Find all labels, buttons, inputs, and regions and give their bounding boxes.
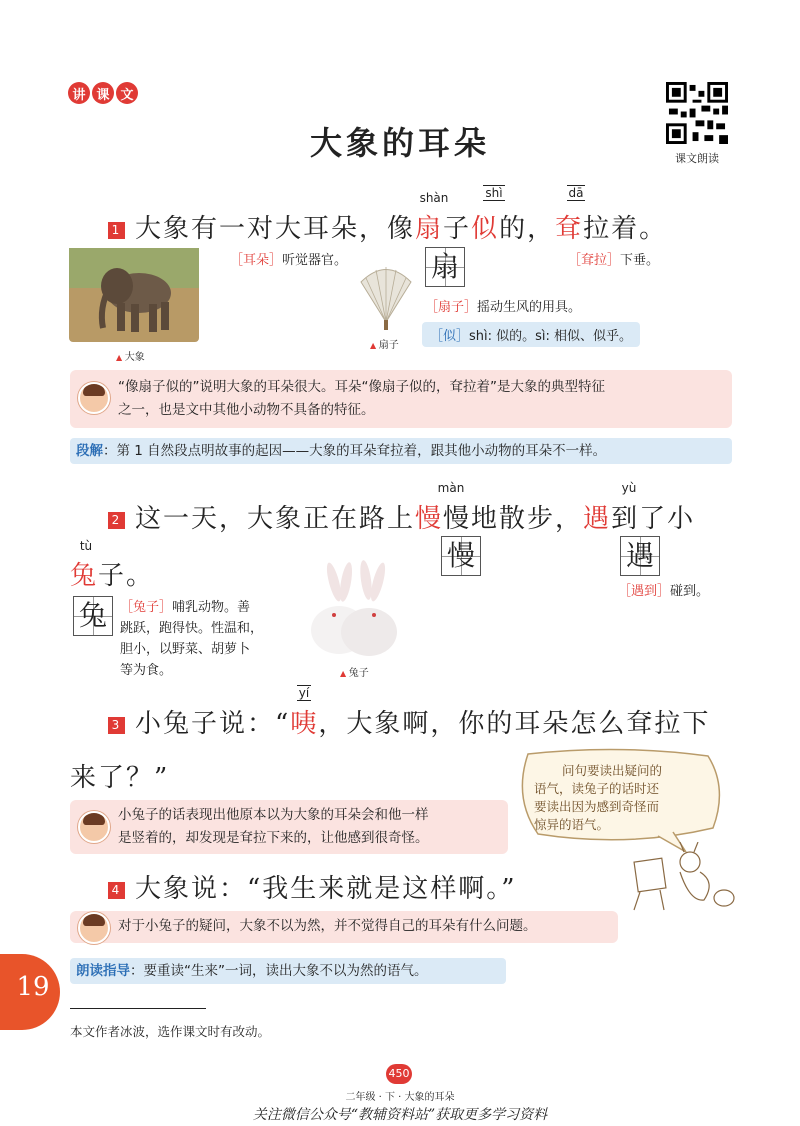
gloss-yudao: ［遇到］碰到。 — [618, 584, 710, 599]
page-circle: 450 — [386, 1064, 412, 1084]
teacher-avatar-icon — [78, 811, 110, 843]
gloss-si: ［似］shì: 似的。sì: 相似、似乎。 — [422, 322, 640, 347]
pinyin: dā — [568, 186, 584, 200]
footer-small: 二年级 · 下 · 大象的耳朵 — [345, 1092, 455, 1103]
pinyin: màn — [437, 481, 465, 495]
gloss-tuzi: ［兔子］哺乳动物。善 跳跃，跑得快。性温和， 胆小，以野菜、胡萝卜 等为食。 — [120, 600, 264, 678]
teacher-avatar-icon — [78, 382, 110, 414]
paragraph-2: 2 这一天，大象正在路上慢慢地散步，遇到了小 — [108, 498, 695, 535]
char-box-shan: 扇 — [425, 247, 465, 287]
sketch-illustration — [628, 842, 738, 912]
char-box-man: 慢 — [441, 536, 481, 576]
gloss-shanzi: ［扇子］摇动生风的用具。 — [425, 300, 582, 315]
paragraph-3: 3 小兔子说：“咦，大象啊，你的耳朵怎么耷拉下 — [108, 703, 710, 740]
note-line: 是竖着的，却发现是耷拉下来的，让他感到很奇怪。 — [118, 830, 429, 846]
pinyin: yí — [298, 686, 310, 700]
paragraph-4: 4 大象说：“我生来就是这样啊。” — [108, 868, 517, 905]
footnote: 本文作者冰波，选作课文时有改动。 — [70, 1024, 271, 1039]
teacher-avatar-icon — [78, 912, 110, 944]
rabbit-image — [294, 560, 406, 660]
pinyin: shì — [485, 186, 503, 200]
fan-caption: ▲ 扇子 — [370, 336, 399, 351]
note-line: 之一，也是文中其他小动物不具备的特征。 — [118, 402, 375, 418]
fan-image — [356, 262, 416, 330]
page-number: 19 — [16, 972, 50, 1002]
badge-char: 课 — [92, 82, 114, 104]
paragraph-3-line2: 来了？” — [70, 763, 170, 793]
footnote-divider — [70, 1008, 206, 1009]
page-title: 大象的耳朵 — [309, 124, 490, 162]
lesson-badge — [68, 82, 138, 104]
badge-char: 讲 — [68, 82, 90, 104]
paragraph-1: 1 大象有一对大耳朵，像扇子似的，耷拉着。 — [108, 208, 667, 245]
note-line: 对于小兔子的疑问，大象不以为然，并不觉得自己的耳朵有什么问题。 — [118, 918, 537, 934]
reading-guide: 朗读指导：要重读“生来”一词，读出大象不以为然的语气。 — [70, 958, 506, 984]
elephant-caption: ▲ 大象 — [116, 348, 145, 363]
char-box-yu: 遇 — [620, 536, 660, 576]
rabbit-caption: ▲ 兔子 — [340, 664, 369, 679]
pinyin: tù — [79, 539, 93, 553]
paragraph-summary: 段解：第 1 自然段点明故事的起因——大象的耳朵耷拉着，跟其他小动物的耳朵不一样。 — [70, 438, 732, 464]
badge-char: 文 — [116, 82, 138, 104]
pinyin: yù — [621, 481, 637, 495]
note-box-2 — [70, 800, 508, 854]
pinyin: shàn — [419, 191, 449, 205]
footer-text: 关注微信公众号“教辅资料站”获取更多学习资料 — [252, 1107, 548, 1123]
elephant-image — [69, 248, 199, 342]
gloss-dala: ［耷拉］下垂。 — [568, 253, 660, 268]
paragraph-2-line2: 兔子。 — [70, 561, 155, 591]
qr-code-icon[interactable] — [666, 82, 728, 144]
char-box-tu: 兔 — [73, 596, 113, 636]
qr-label: 课文朗读 — [675, 152, 719, 165]
gloss-erduo: ［耳朵］听觉器官。 — [230, 253, 348, 268]
bubble-text: 问句要读出疑问的 语气，读兔子的话时还 要读出因为感到奇怪而 惊异的语气。 — [534, 763, 663, 832]
note-box-3 — [70, 911, 618, 943]
note-line: 小兔子的话表现出他原本以为大象的耳朵会和他一样 — [118, 807, 429, 823]
note-line: “像扇子似的”说明大象的耳朵很大。耳朵“像扇子似的，耷拉着”是大象的典型特征 — [118, 379, 605, 395]
note-box-1 — [70, 370, 732, 428]
